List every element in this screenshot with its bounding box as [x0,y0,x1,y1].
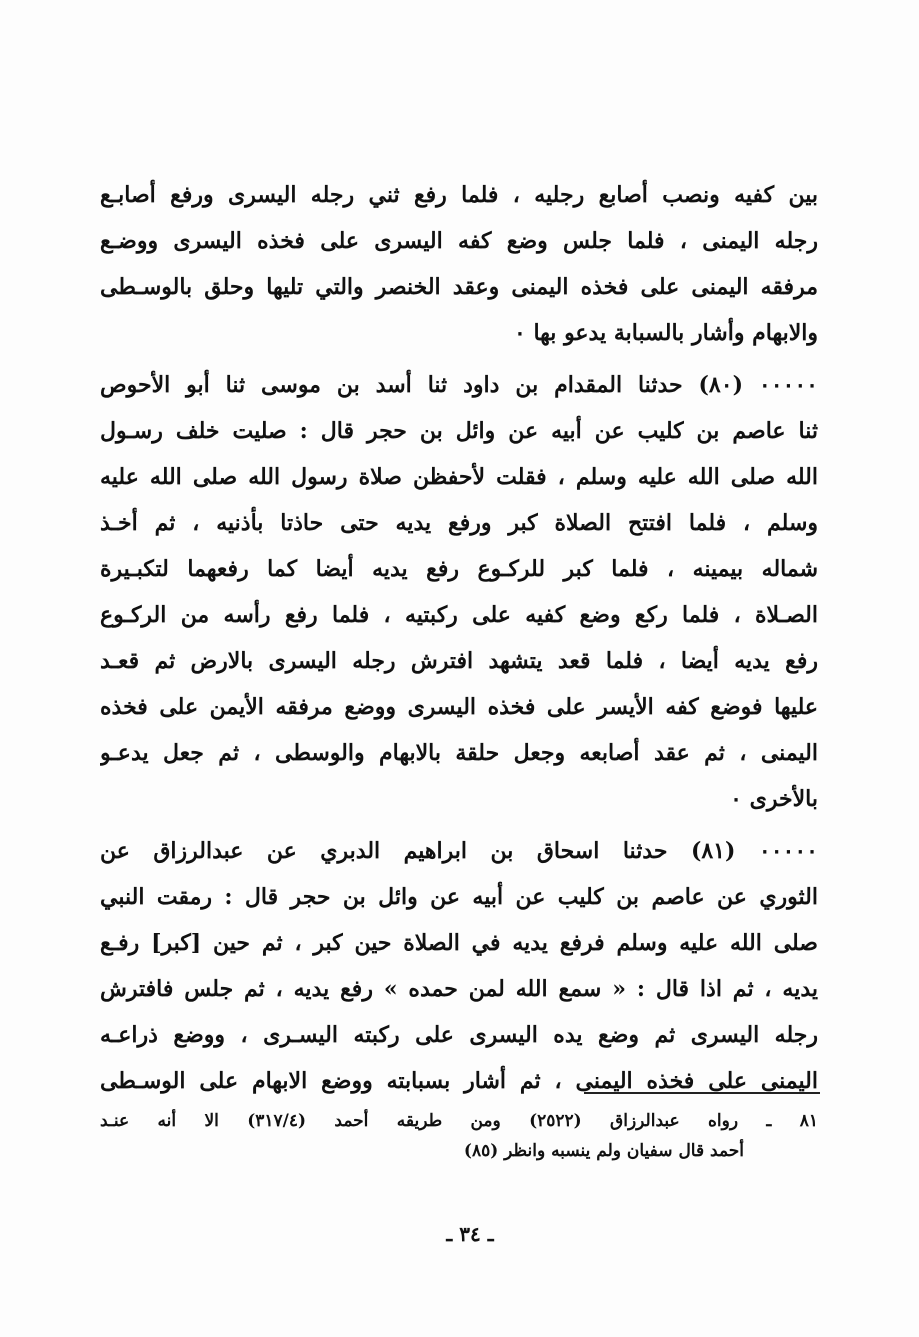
text-line: رجله اليمنى ، فلما جلس وضع كفه اليسرى على فخذه اليسرى ووضـع [100,228,818,254]
text-line: مرفقه اليمنى على فخذه اليمنى وعقد الخنصر والتي تليها وحلق بالوسـطى [100,274,818,300]
text-line: الصـلاة ، فلما ركع وضع كفيه على ركبتيه ، فلما رفع رأسه من الركـوع [100,602,818,628]
text-line: ثنا عاصم بن كليب عن أبيه عن وائل بن حجر قال : صليت خلف رسـول [100,418,818,444]
text-line: وسلم ، فلما افتتح الصلاة كبر ورفع يديه حتى حاذتا بأذنيه ، ثم أخـذ [100,510,818,536]
text-line: اليمنى على فخذه اليمنى ، ثم أشار بسبابته ووضع الابهام على الوسـطى [100,1068,818,1094]
footnote-line: ٨١ ـ رواه عبدالرزاق (٢٥٢٢) ومن طريقه أحمد (٣١٧/٤) الا أنه عنـد [100,1111,818,1131]
text-line: رفع يديه أيضا ، فلما قعد يتشهد افترش رجله اليسرى بالارض ثم قعـد [100,648,818,674]
text-line: والابهام وأشار بالسبابة يدعو بها ٠ [513,320,818,346]
footnote [100,1106,818,1166]
text-line: الثوري عن عاصم بن كليب عن أبيه عن وائل بن حجر قال : رمقت النبي [100,884,818,910]
text-line: بالأخرى ٠ [730,786,818,812]
text-line: ٠٠٠٠٠ (٨١) حدثنا اسحاق بن ابراهيم الدبري عن عبدالرزاق عن [100,838,818,864]
text-line: رجله اليسرى ثم وضع يده اليسرى على ركبته اليسـرى ، ووضع ذراعـه [100,1022,818,1048]
footnote-divider [584,1092,820,1094]
text-line: شماله بيمينه ، فلما كبر للركـوع رفع يديه أيضا كما رفعهما لتكبـيرة [100,556,818,582]
page-number: ـ ٣٤ ـ [446,1222,494,1246]
text-line: ٠٠٠٠٠ (٨٠) حدثنا المقدام بن داود ثنا أسد بن موسى ثنا أبو الأحوص [100,372,818,398]
text-line: صلى الله عليه وسلم فرفع يديه في الصلاة حين كبر ، ثم حين [كبر] رفـع [100,930,818,956]
text-line: عليها فوضع كفه الأيسر على فخذه اليسرى ووضع مرفقه الأيمن على فخذه [100,694,818,720]
text-line: يديه ، ثم اذا قال : « سمع الله لمن حمده » رفع يديه ، ثم جلس فافترش [100,976,818,1002]
text-line: اليمنى ، ثم عقد أصابعه وجعل حلقة بالابهام والوسطى ، ثم جعل يدعـو [100,740,818,766]
main-text [100,172,818,1104]
text-line: بين كفيه ونصب أصابع رجليه ، فلما رفع ثني رجله اليسرى ورفع أصابـع [100,182,818,208]
footnote-line: أحمد قال سفيان ولم ينسبه وانظر (٨٥) [463,1141,744,1161]
text-line: الله صلى الله عليه وسلم ، فقلت لأحفظن صلاة رسول الله صلى الله عليه [100,464,818,490]
